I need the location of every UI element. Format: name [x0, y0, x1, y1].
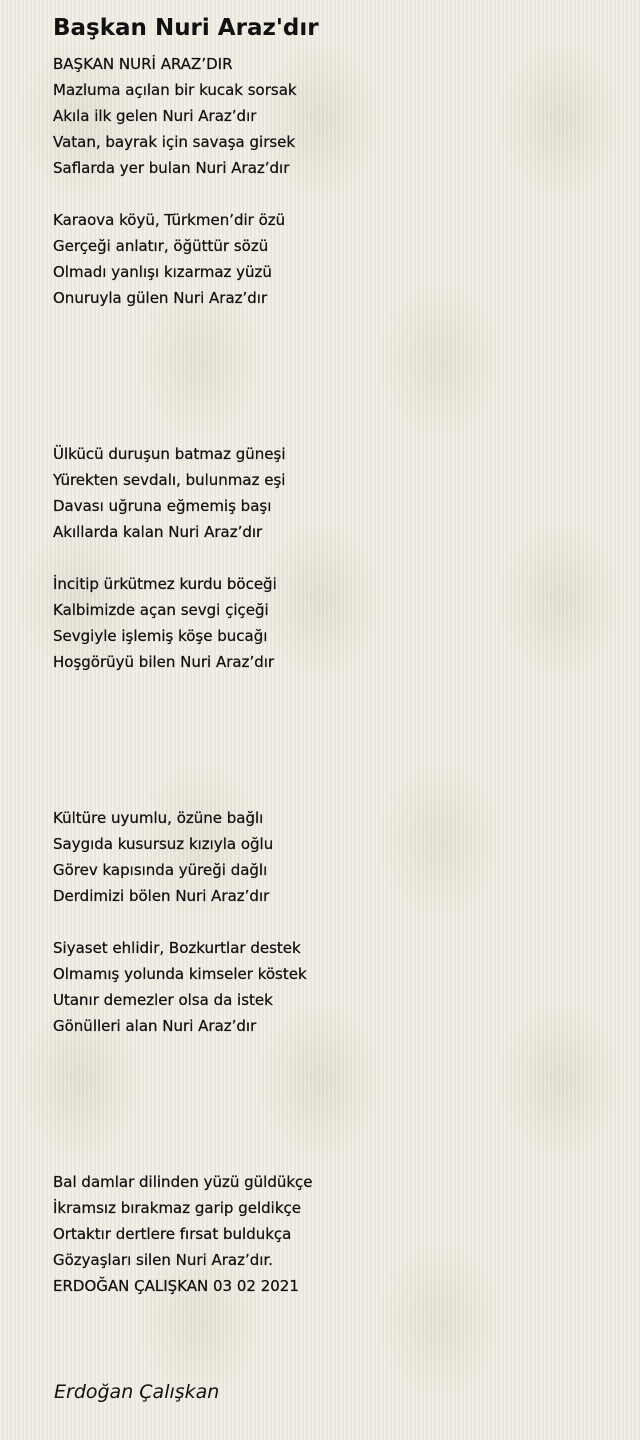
stanza: [53, 207, 613, 311]
poem-line: Ortaktır dertlere fırsat buldukça: [53, 1225, 292, 1243]
poem-line: Saflarda yer bulan Nuri Araz’dır: [53, 159, 290, 177]
poem-heading: BAŞKAN NURİ ARAZ’DIR: [53, 55, 233, 73]
poem-line: Bal damlar dilinden yüzü güldükçe: [53, 1173, 313, 1191]
poem-line: Davası uğruna eğmemiş başı: [53, 497, 272, 515]
poem-line: Siyaset ehlidir, Bozkurtlar destek: [53, 939, 301, 957]
stanza: [53, 441, 613, 545]
poem-line: Sevgiyle işlemiş köşe bucağı: [53, 627, 268, 645]
poem-line: Gözyaşları silen Nuri Araz’dır.: [53, 1251, 274, 1269]
poem-line: Mazluma açılan bir kucak sorsak: [53, 81, 297, 99]
stanza-gap: [53, 181, 613, 207]
stanza-gap: [53, 909, 613, 935]
poem-line: Hoşgörüyü bilen Nuri Araz’dır: [53, 653, 275, 671]
poem-line: Olmadı yanlışı kızarmaz yüzü: [53, 263, 272, 281]
stanza: [53, 571, 613, 675]
author-name: Erdoğan Çalışkan: [54, 1381, 220, 1403]
poem-line: Derdimizi bölen Nuri Araz’dır: [53, 887, 270, 905]
poem-body: [53, 51, 613, 1299]
poem-line: Kalbimizde açan sevgi çiçeği: [53, 601, 269, 619]
poem-line: İkramsız bırakmaz garip geldikçe: [53, 1199, 301, 1217]
poem-line: Saygıda kusursuz kızıyla oğlu: [53, 835, 274, 853]
stanza-gap: [53, 545, 613, 571]
poem-line: Ülkücü duruşun batmaz güneşi: [53, 445, 286, 463]
section-gap: [53, 311, 613, 441]
stanza: [53, 935, 613, 1039]
section-gap: [53, 675, 613, 805]
poem-line: Görev kapısında yüreği dağlı: [53, 861, 268, 879]
poem-line: Yürekten sevdalı, bulunmaz eşi: [53, 471, 286, 489]
poem-line: Kültüre uyumlu, özüne bağlı: [53, 809, 264, 827]
section-gap: [53, 1039, 613, 1169]
poem-line: Akıla ilk gelen Nuri Araz’dır: [53, 107, 257, 125]
poem-signature-line: ERDOĞAN ÇALIŞKAN 03 02 2021: [53, 1277, 299, 1295]
poem-section-2: [53, 441, 613, 675]
poem-line: Utanır demezler olsa da istek: [53, 991, 273, 1009]
stanza: [53, 77, 613, 181]
poem-title: Başkan Nuri Araz'dır: [53, 15, 319, 41]
poem-line: Gönülleri alan Nuri Araz’dır: [53, 1017, 257, 1035]
stanza: [53, 805, 613, 909]
poem-line: Olmamış yolunda kimseler köstek: [53, 965, 307, 983]
poem-section-4: [53, 1169, 613, 1299]
stanza: [53, 1169, 613, 1299]
poem-line: Onuruyla gülen Nuri Araz’dır: [53, 289, 268, 307]
poem-line: Akıllarda kalan Nuri Araz’dır: [53, 523, 263, 541]
poem-line: Gerçeği anlatır, öğüttür sözü: [53, 237, 269, 255]
poem-line: Vatan, bayrak için savaşa girsek: [53, 133, 296, 151]
poem-section-1: [53, 77, 613, 311]
poem-line: Karaova köyü, Türkmen’dir özü: [53, 211, 286, 229]
poem-section-3: [53, 805, 613, 1039]
poem-line: İncitip ürkütmez kurdu böceği: [53, 575, 277, 593]
